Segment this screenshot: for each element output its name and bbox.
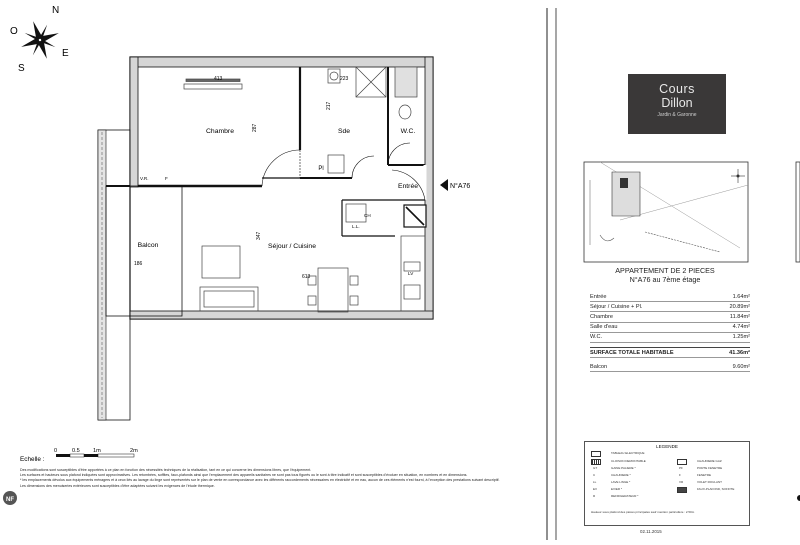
plan-notes	[20, 468, 520, 489]
brand-line-1: Cours	[659, 82, 695, 96]
legend-code: PF	[679, 466, 683, 470]
legend-symbol-soffit-icon	[677, 487, 687, 493]
scale-tick-1m: 1m	[93, 448, 101, 454]
boiler-icon	[404, 205, 426, 227]
surface-row	[590, 322, 750, 332]
apartment-title: APPARTEMENT DE 2 PIECES	[615, 266, 715, 275]
surface-row	[590, 302, 750, 312]
note-4: Les dimensions des menuiseries extérieures sont susceptibles d'être adaptées suivant les exigences de l'étude thermique.	[20, 483, 215, 488]
nf-logo-icon	[3, 491, 17, 505]
surface-value: 1.25m²	[718, 332, 750, 342]
surface-name: Salle d'eau	[590, 322, 718, 332]
legend-symbol-electric-panel-icon	[591, 451, 601, 457]
date-stamp: 02.11.2015	[640, 529, 662, 534]
surface-value: 20.89m²	[718, 302, 750, 312]
legend-item: GAINE PALIERE *	[611, 466, 636, 470]
room-chambre: Chambre	[206, 128, 234, 135]
dim-217: 217	[326, 101, 332, 110]
note-1: Des modifications sont susceptibles d'être apportées à ce plan en fonction des nécessités techniques de la réalisation, tant en ce qui concerne les dimensions libres, que l'équipement.	[20, 468, 312, 472]
surface-total-name: SURFACE TOTALE HABITABLE	[590, 347, 718, 357]
legend-symbol-gas-boiler-icon	[677, 459, 687, 465]
svg-text:NF: NF	[6, 497, 14, 503]
balcon-value: 9.60m²	[718, 362, 750, 372]
room-wc: W.C.	[400, 128, 416, 135]
dim-413: 413	[214, 76, 223, 82]
balcon-row	[590, 362, 750, 372]
surface-name: Chambre	[590, 312, 718, 322]
room-sejour: Séjour / Cuisine	[268, 243, 316, 250]
legend-item: FENETRE	[697, 473, 712, 477]
surface-row	[590, 312, 750, 322]
dim-287: 287	[252, 123, 258, 132]
surface-row	[590, 332, 750, 342]
legend-code: EV	[593, 487, 598, 491]
room-pl: Pl	[318, 166, 324, 172]
legend-code: R	[593, 494, 596, 498]
surface-row	[590, 292, 750, 302]
legend-code: F	[679, 473, 681, 477]
surface-value: 1.64m²	[718, 292, 750, 302]
legend-item: PORTE FENETRE	[697, 466, 723, 470]
legend-code: C	[593, 473, 596, 477]
scale-label: Echelle :	[20, 456, 45, 463]
scale-tick-05: 0.5	[72, 448, 80, 454]
dim-223: 223	[340, 76, 349, 82]
legend-box	[584, 441, 750, 526]
label-f: F	[165, 176, 168, 181]
label-lv: LV	[408, 271, 414, 276]
surface-value: 11.84m²	[718, 312, 750, 322]
apartment-subtitle: N°A76 au 7ème étage	[629, 275, 701, 284]
legend-item: CHAUDIERE GAZ	[697, 459, 722, 463]
legend-item: FAUX-PLAFOND, SOFFITE	[697, 487, 735, 491]
legend-code: GT	[593, 466, 598, 470]
surface-name: Entrée	[590, 292, 718, 302]
legend-item: REFRIGERATEUR *	[611, 494, 639, 498]
scale-tick-0: 0	[54, 448, 58, 454]
apartment-title-block	[580, 266, 750, 284]
legend-item: CLOISON DEMONTABLE	[611, 459, 646, 463]
legend-item: TABLEAU ELECTRIQUE	[611, 451, 645, 455]
surface-name: W.C.	[590, 332, 718, 342]
balcon-name: Balcon	[590, 362, 718, 372]
scale-bar	[56, 454, 134, 457]
unit-tag: N°A76	[450, 183, 471, 190]
dim-347: 347	[256, 231, 262, 240]
site-plan-thumbnail	[584, 162, 748, 262]
label-ll: L.L.	[352, 224, 360, 229]
brand-line-2: Dillon	[661, 96, 693, 110]
room-entree: Entrée	[397, 183, 419, 190]
next-sheet-edge	[796, 162, 800, 262]
compass-icon	[14, 14, 65, 65]
brand-logo	[628, 74, 726, 134]
legend-item: VOLET ROULANT	[697, 480, 722, 484]
dim-186: 186	[134, 261, 143, 267]
compass-n: N	[52, 5, 60, 16]
brand-line-3: Jardin & Garonne	[657, 112, 697, 118]
floor-plan	[130, 57, 433, 319]
room-sde: Sde	[337, 128, 351, 135]
legend-symbol-partition-icon	[591, 459, 601, 465]
label-ch: CH	[364, 213, 371, 218]
compass-e: E	[62, 48, 69, 59]
note-2: Les surfaces et hauteurs sous plafond indiquées sont approximatives. Les retombées, soffites, faux-plafonds ainsi que l'emplacement des appareils sanitaires ne sont pas tous figurés ou le sont à titre indicatif et sont susceptibles d'évoluer en situation, en nombres et en dimensions.	[20, 473, 468, 478]
scale-tick-2m: 2m	[130, 448, 138, 454]
compass-s: S	[18, 63, 25, 74]
compass-o: O	[10, 26, 18, 37]
note-3: * les emplacements dévolus aux équipements ménagers et à ceux liés au lavage du linge sont représentés sur le plan de vente en correspondance avec les différents raccordements nécessaires en électricité et en eau, aucun de ces éléments n'est fourni, à l'exception des prestations suivant descriptif.	[20, 478, 500, 483]
legend-code: LL	[593, 480, 597, 484]
surface-name: Séjour / Cuisine + Pl.	[590, 302, 718, 312]
unit-pointer-icon	[440, 179, 448, 191]
room-balcon: Balcon	[137, 242, 159, 249]
dim-613: 613	[302, 274, 311, 280]
surface-table	[590, 292, 750, 372]
legend-code: VR	[679, 480, 684, 484]
surface-total-value: 41.36m²	[718, 347, 750, 357]
legend-item: LAVE LINGE *	[611, 480, 631, 484]
legend-item: EVIER *	[611, 487, 623, 491]
label-vr: V.R.	[140, 176, 149, 181]
surface-total-row	[590, 347, 750, 357]
legend-item: CHAUDIERE *	[611, 473, 631, 477]
legend-footer: Hauteur sous plafond des pièces principales sauf mention particulière : 2.50m	[591, 510, 695, 514]
surface-value: 4.74m²	[718, 322, 750, 332]
legend-title: LEGENDE	[656, 444, 678, 449]
